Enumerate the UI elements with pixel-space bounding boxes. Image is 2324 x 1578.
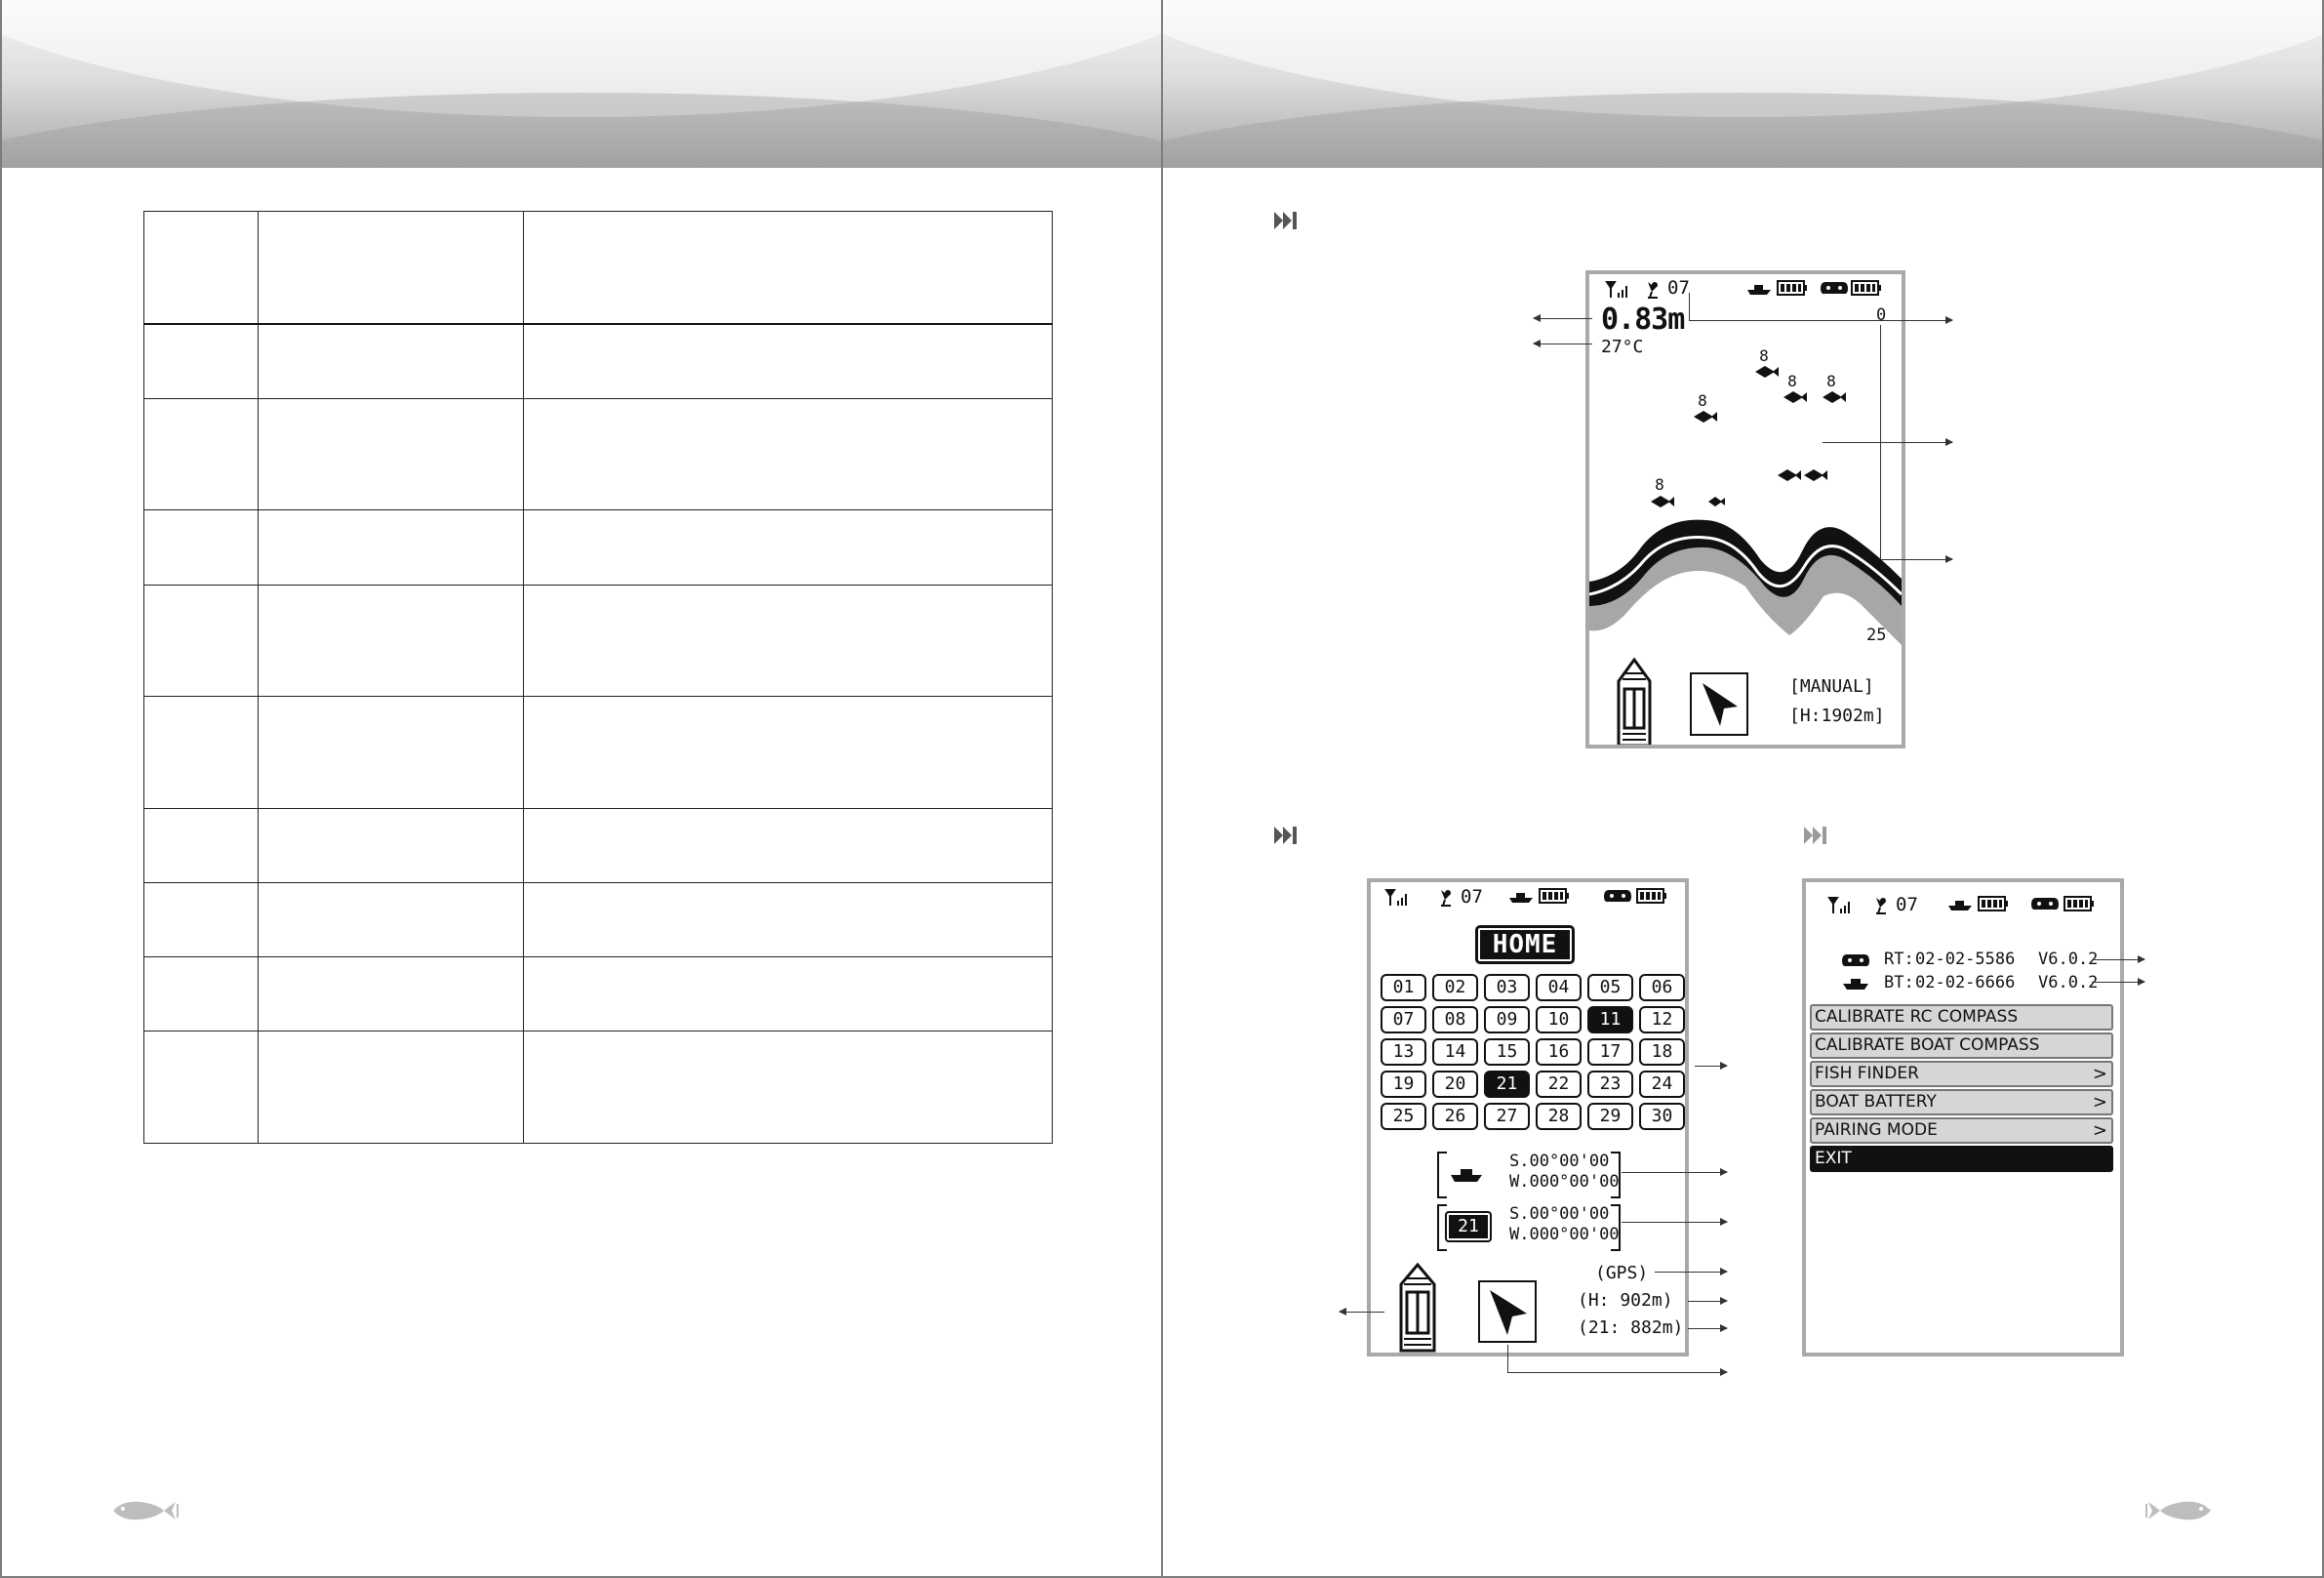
- chevron-right-icon: >: [2092, 1120, 2107, 1141]
- selected-waypoint-badge: 21: [1445, 1211, 1492, 1242]
- waypoint-button[interactable]: 22: [1536, 1071, 1582, 1098]
- callout-scale-leader: [1880, 325, 1881, 559]
- waypoint-latitude: S.00°00'00: [1509, 1204, 1610, 1224]
- sonar-display: [1589, 274, 1902, 745]
- fast-forward-icon: [1803, 825, 1828, 846]
- callout-home-distance: [1688, 1301, 1727, 1302]
- waypoint-distance: (21: 882m): [1578, 1317, 1684, 1338]
- callout-boat-icon: [1340, 1312, 1384, 1313]
- table-row: [144, 1032, 1053, 1144]
- waypoint-button[interactable]: 23: [1587, 1071, 1633, 1098]
- waypoint-button[interactable]: 13: [1381, 1038, 1426, 1066]
- callout-rc-version: [2092, 959, 2144, 960]
- home-distance: [H:1902m]: [1789, 706, 1885, 726]
- battery-icon: [1539, 888, 1570, 904]
- waypoint-button[interactable]: 03: [1484, 974, 1530, 1001]
- waypoint-button[interactable]: 08: [1432, 1006, 1478, 1033]
- page-edge-left: [0, 0, 2, 1578]
- waypoint-button[interactable]: 18: [1639, 1038, 1685, 1066]
- sonar-screen: [1585, 270, 1905, 749]
- menu-calibrate-rc-compass[interactable]: CALIBRATE RC COMPASS: [1810, 1004, 2113, 1031]
- waypoint-button[interactable]: 20: [1432, 1071, 1478, 1098]
- callout-boat-version: [2092, 982, 2144, 983]
- rc-id: 02-02-5586: [1915, 950, 2016, 969]
- waypoint-button[interactable]: 14: [1432, 1038, 1478, 1066]
- fish-logo-icon: [2144, 1498, 2213, 1523]
- waypoint-button[interactable]: 15: [1484, 1038, 1530, 1066]
- table-row: [144, 398, 1053, 509]
- fish-depth-label: 8: [1655, 475, 1664, 494]
- boat-longitude: W.000°00'00: [1509, 1172, 1620, 1192]
- waypoint-button[interactable]: 30: [1639, 1103, 1685, 1130]
- page-header-banner-right: [1163, 0, 2324, 168]
- boat-icon: [1398, 1263, 1437, 1353]
- gps-waypoint-screen: [1367, 878, 1689, 1356]
- satellite-count: 07: [1667, 277, 1690, 299]
- waypoint-button[interactable]: 07: [1381, 1006, 1426, 1033]
- fish-logo-icon: [111, 1498, 180, 1523]
- waypoint-button[interactable]: 09: [1484, 1006, 1530, 1033]
- chevron-right-icon: >: [2092, 1092, 2107, 1113]
- table-row: [144, 510, 1053, 585]
- fish-icon: [1651, 366, 1846, 507]
- boat-status-icon: [1507, 890, 1535, 904]
- waypoint-button[interactable]: 02: [1432, 974, 1478, 1001]
- home-distance: (H: 902m): [1578, 1290, 1673, 1311]
- menu-boat-battery[interactable]: BOAT BATTERY >: [1810, 1089, 2113, 1115]
- signal-icon: [1384, 888, 1410, 908]
- satellite-icon: [1437, 886, 1457, 908]
- waypoint-button[interactable]: 05: [1587, 974, 1633, 1001]
- waypoint-button[interactable]: 27: [1484, 1103, 1530, 1130]
- table-row: [144, 697, 1053, 808]
- bracket-left: [1437, 1152, 1447, 1198]
- spec-table: [143, 211, 1053, 1144]
- menu-pairing-mode[interactable]: PAIRING MODE >: [1810, 1117, 2113, 1144]
- battery-icon: [1636, 888, 1667, 904]
- boat-status-icon: [1841, 976, 1870, 991]
- home-button[interactable]: HOME: [1475, 925, 1575, 964]
- controller-icon: [1841, 952, 1870, 968]
- battery-icon: [2064, 896, 2095, 911]
- depth-readout: 0.83m: [1601, 303, 1685, 337]
- controller-icon: [1603, 888, 1632, 904]
- signal-icon: [1827, 896, 1853, 915]
- settings-screen: [1802, 878, 2124, 1356]
- boat-latitude: S.00°00'00: [1509, 1152, 1610, 1171]
- waypoint-button[interactable]: 06: [1639, 974, 1685, 1001]
- page-spine: [1161, 0, 1163, 1578]
- table-header-row: [144, 212, 1053, 324]
- gps-mode: (GPS): [1595, 1263, 1649, 1283]
- satellite-count: 07: [1896, 894, 1918, 915]
- boat-version: V6.0.2: [2038, 973, 2099, 992]
- waypoint-grid: [1381, 974, 1689, 1130]
- table-row: [144, 585, 1053, 696]
- callout-arrow-leader: [1507, 1345, 1508, 1372]
- direction-arrow-icon: [1691, 673, 1747, 735]
- waypoint-button[interactable]: 10: [1536, 1006, 1582, 1033]
- boat-status-icon: [1946, 898, 1974, 911]
- boat-label: BT:: [1884, 973, 1914, 992]
- boat-icon: [1619, 660, 1650, 745]
- waypoint-button[interactable]: 19: [1381, 1071, 1426, 1098]
- boat-id: 02-02-6666: [1915, 973, 2016, 992]
- fish-depth-label: 8: [1787, 372, 1797, 390]
- boat-status-icon: [1449, 1165, 1484, 1183]
- menu-calibrate-boat-compass[interactable]: CALIBRATE BOAT COMPASS: [1810, 1032, 2113, 1059]
- waypoint-button[interactable]: 21: [1484, 1071, 1530, 1098]
- waypoint-button[interactable]: 01: [1381, 974, 1426, 1001]
- callout-water: [1823, 442, 1952, 443]
- callout-waypoint-distance: [1688, 1328, 1727, 1329]
- chevron-right-icon: >: [2092, 1064, 2107, 1084]
- menu-exit[interactable]: EXIT: [1810, 1146, 2113, 1172]
- waypoint-button[interactable]: 28: [1536, 1103, 1582, 1130]
- waypoint-button[interactable]: 04: [1536, 974, 1582, 1001]
- menu-fish-finder[interactable]: FISH FINDER >: [1810, 1061, 2113, 1087]
- satellite-icon: [1872, 894, 1892, 915]
- fast-forward-icon: [1273, 825, 1299, 846]
- callout-satellites: [1689, 320, 1952, 321]
- fish-depth-label: 8: [1759, 346, 1769, 365]
- table-row: [144, 808, 1053, 882]
- table-row: [144, 957, 1053, 1032]
- callout-gps-mode: [1655, 1272, 1727, 1273]
- waypoint-button[interactable]: 26: [1432, 1103, 1478, 1130]
- fish-depth-label: 8: [1826, 372, 1836, 390]
- waypoint-button[interactable]: 25: [1381, 1103, 1426, 1130]
- waypoint-longitude: W.000°00'00: [1509, 1225, 1620, 1244]
- fish-depth-label: 8: [1698, 391, 1707, 410]
- fast-forward-icon: [1273, 210, 1299, 231]
- controller-icon: [2030, 896, 2060, 911]
- depth-scale-top: 0: [1876, 305, 1887, 325]
- water-temperature: 27°C: [1601, 337, 1644, 357]
- table-row: [144, 882, 1053, 956]
- callout-direction-arrow: [1507, 1372, 1727, 1373]
- callout-waypoints: [1695, 1066, 1727, 1067]
- rc-version: V6.0.2: [2038, 950, 2099, 969]
- waypoint-button[interactable]: 29: [1587, 1103, 1633, 1130]
- callout-waypoint-position: [1622, 1222, 1727, 1223]
- waypoint-button[interactable]: 17: [1587, 1038, 1633, 1066]
- waypoint-button[interactable]: 24: [1639, 1071, 1685, 1098]
- direction-arrow-icon: [1478, 1280, 1537, 1343]
- sonar-mode: [MANUAL]: [1789, 676, 1874, 697]
- callout-satellite-leader: [1689, 293, 1690, 320]
- depth-scale-bottom: 25: [1866, 626, 1887, 645]
- table-row: [144, 324, 1053, 398]
- callout-depth: [1534, 318, 1592, 319]
- waypoint-button[interactable]: 11: [1587, 1006, 1633, 1033]
- battery-icon: [1978, 896, 2009, 911]
- page-header-banner-left: [0, 0, 1161, 168]
- satellite-count: 07: [1461, 886, 1483, 908]
- waypoint-button[interactable]: 12: [1639, 1006, 1685, 1033]
- callout-bottom: [1880, 559, 1952, 560]
- callout-boat-position: [1622, 1172, 1727, 1173]
- waypoint-button[interactable]: 16: [1536, 1038, 1582, 1066]
- rc-label: RT:: [1884, 950, 1914, 969]
